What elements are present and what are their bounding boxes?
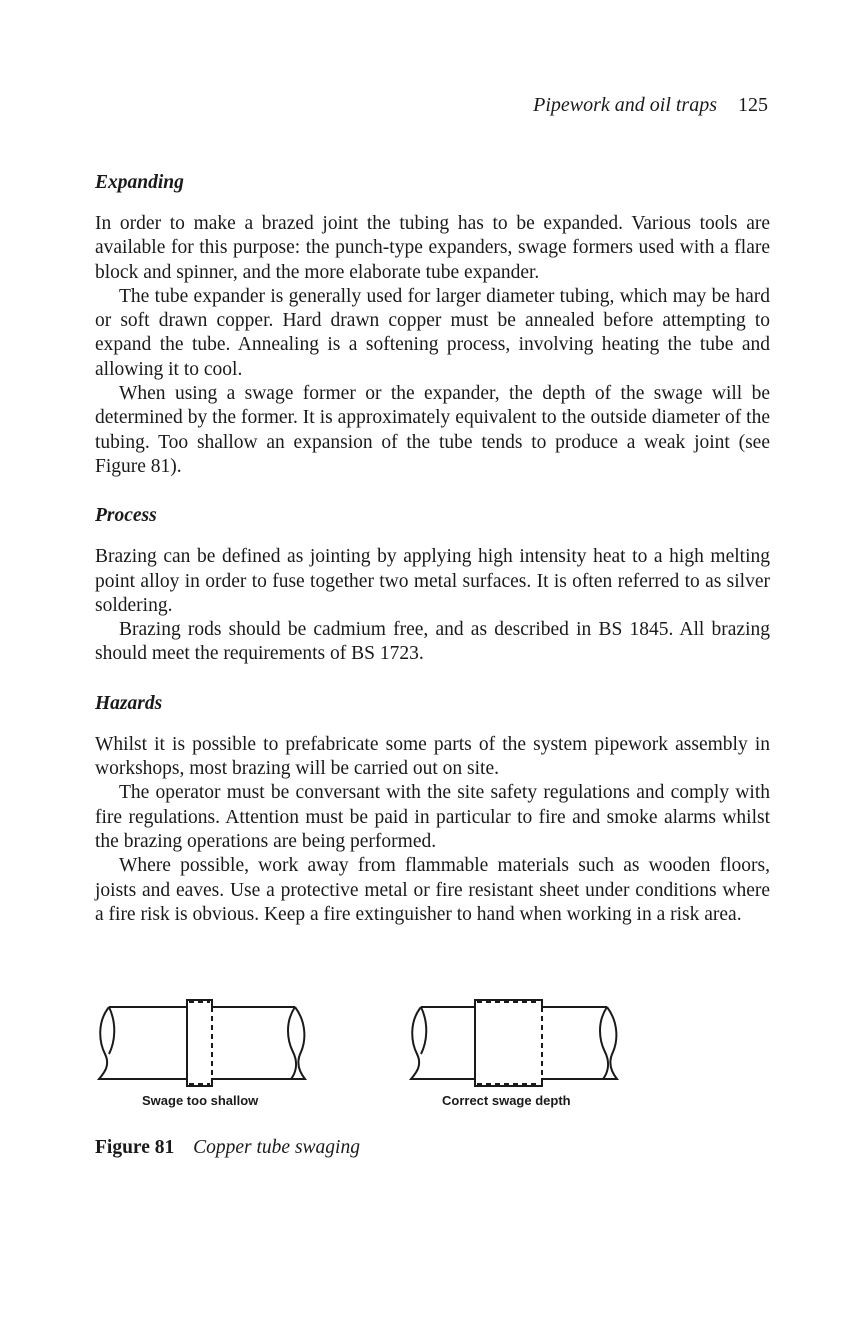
section-hazards [95,691,770,927]
shallow-swage-diagram [95,982,325,1090]
figure-81 [95,982,655,1122]
paragraph: The tube expander is generally used for larger diameter tubing, which may be hard or soft drawn copper. Hard drawn copper must be annealed before attempting to expand the tube. Annealing is a softening process, involving heating the tube and allowing it to cool. [95,285,770,380]
left-diagram-label: Swage too shallow [142,1093,259,1108]
section-heading: Process [95,505,157,527]
paragraph: Brazing rods should be cadmium free, and as described in BS 1845. All brazing should meet the requirements of BS 1723. [95,619,770,665]
section-heading: Expanding [95,172,184,193]
correct-swage-diagram [407,982,637,1090]
paragraph: Where possible, work away from flammable materials such as wooden floors, joists and eaves. Use a protective metal or fire resistant sheet under conditions where a fire risk is obvious. Keep a fire extinguisher to hand when working in a risk area. [95,855,770,925]
paragraph: When using a swage former or the expander, the depth of the swage will be determined by the former. It is approximately equivalent to the outside diameter of the tubing. Too shallow an expansion of the tube tends to produce a weak joint (see Figure 81). [95,383,770,477]
right-diagram-label: Correct swage depth [442,1093,571,1108]
section-expanding [95,170,770,479]
running-title: Pipework and oil traps [533,94,717,116]
paragraph: Whilst it is possible to prefabricate some parts of the system pipework assembly in workshops, most brazing will be carried out on site. [95,733,770,780]
caption-label: Figure 81 [95,1137,175,1158]
page-body [95,170,770,951]
figure-caption [95,1137,360,1159]
paragraph: Brazing can be defined as jointing by applying high intensity heat to a high melting point alloy in order to fuse together two metal surfaces. It is often referred to as silver soldering. [95,546,770,616]
page-number: 125 [738,94,768,116]
section-heading: Hazards [95,692,163,714]
running-head [533,94,768,117]
caption-text: Copper tube swaging [193,1137,360,1158]
paragraph: The operator must be conversant with the site safety regulations and comply with fire regulations. Attention must be paid in particular to fire and smoke alarms whilst the brazing operations are being performed. [95,782,770,852]
section-process [95,503,770,666]
paragraph: In order to make a brazed joint the tubing has to be expanded. Various tools are available for this purpose: the punch-type expanders, swage formers used with a flare block and spinner, and the more elaborate tube expander. [95,213,770,283]
